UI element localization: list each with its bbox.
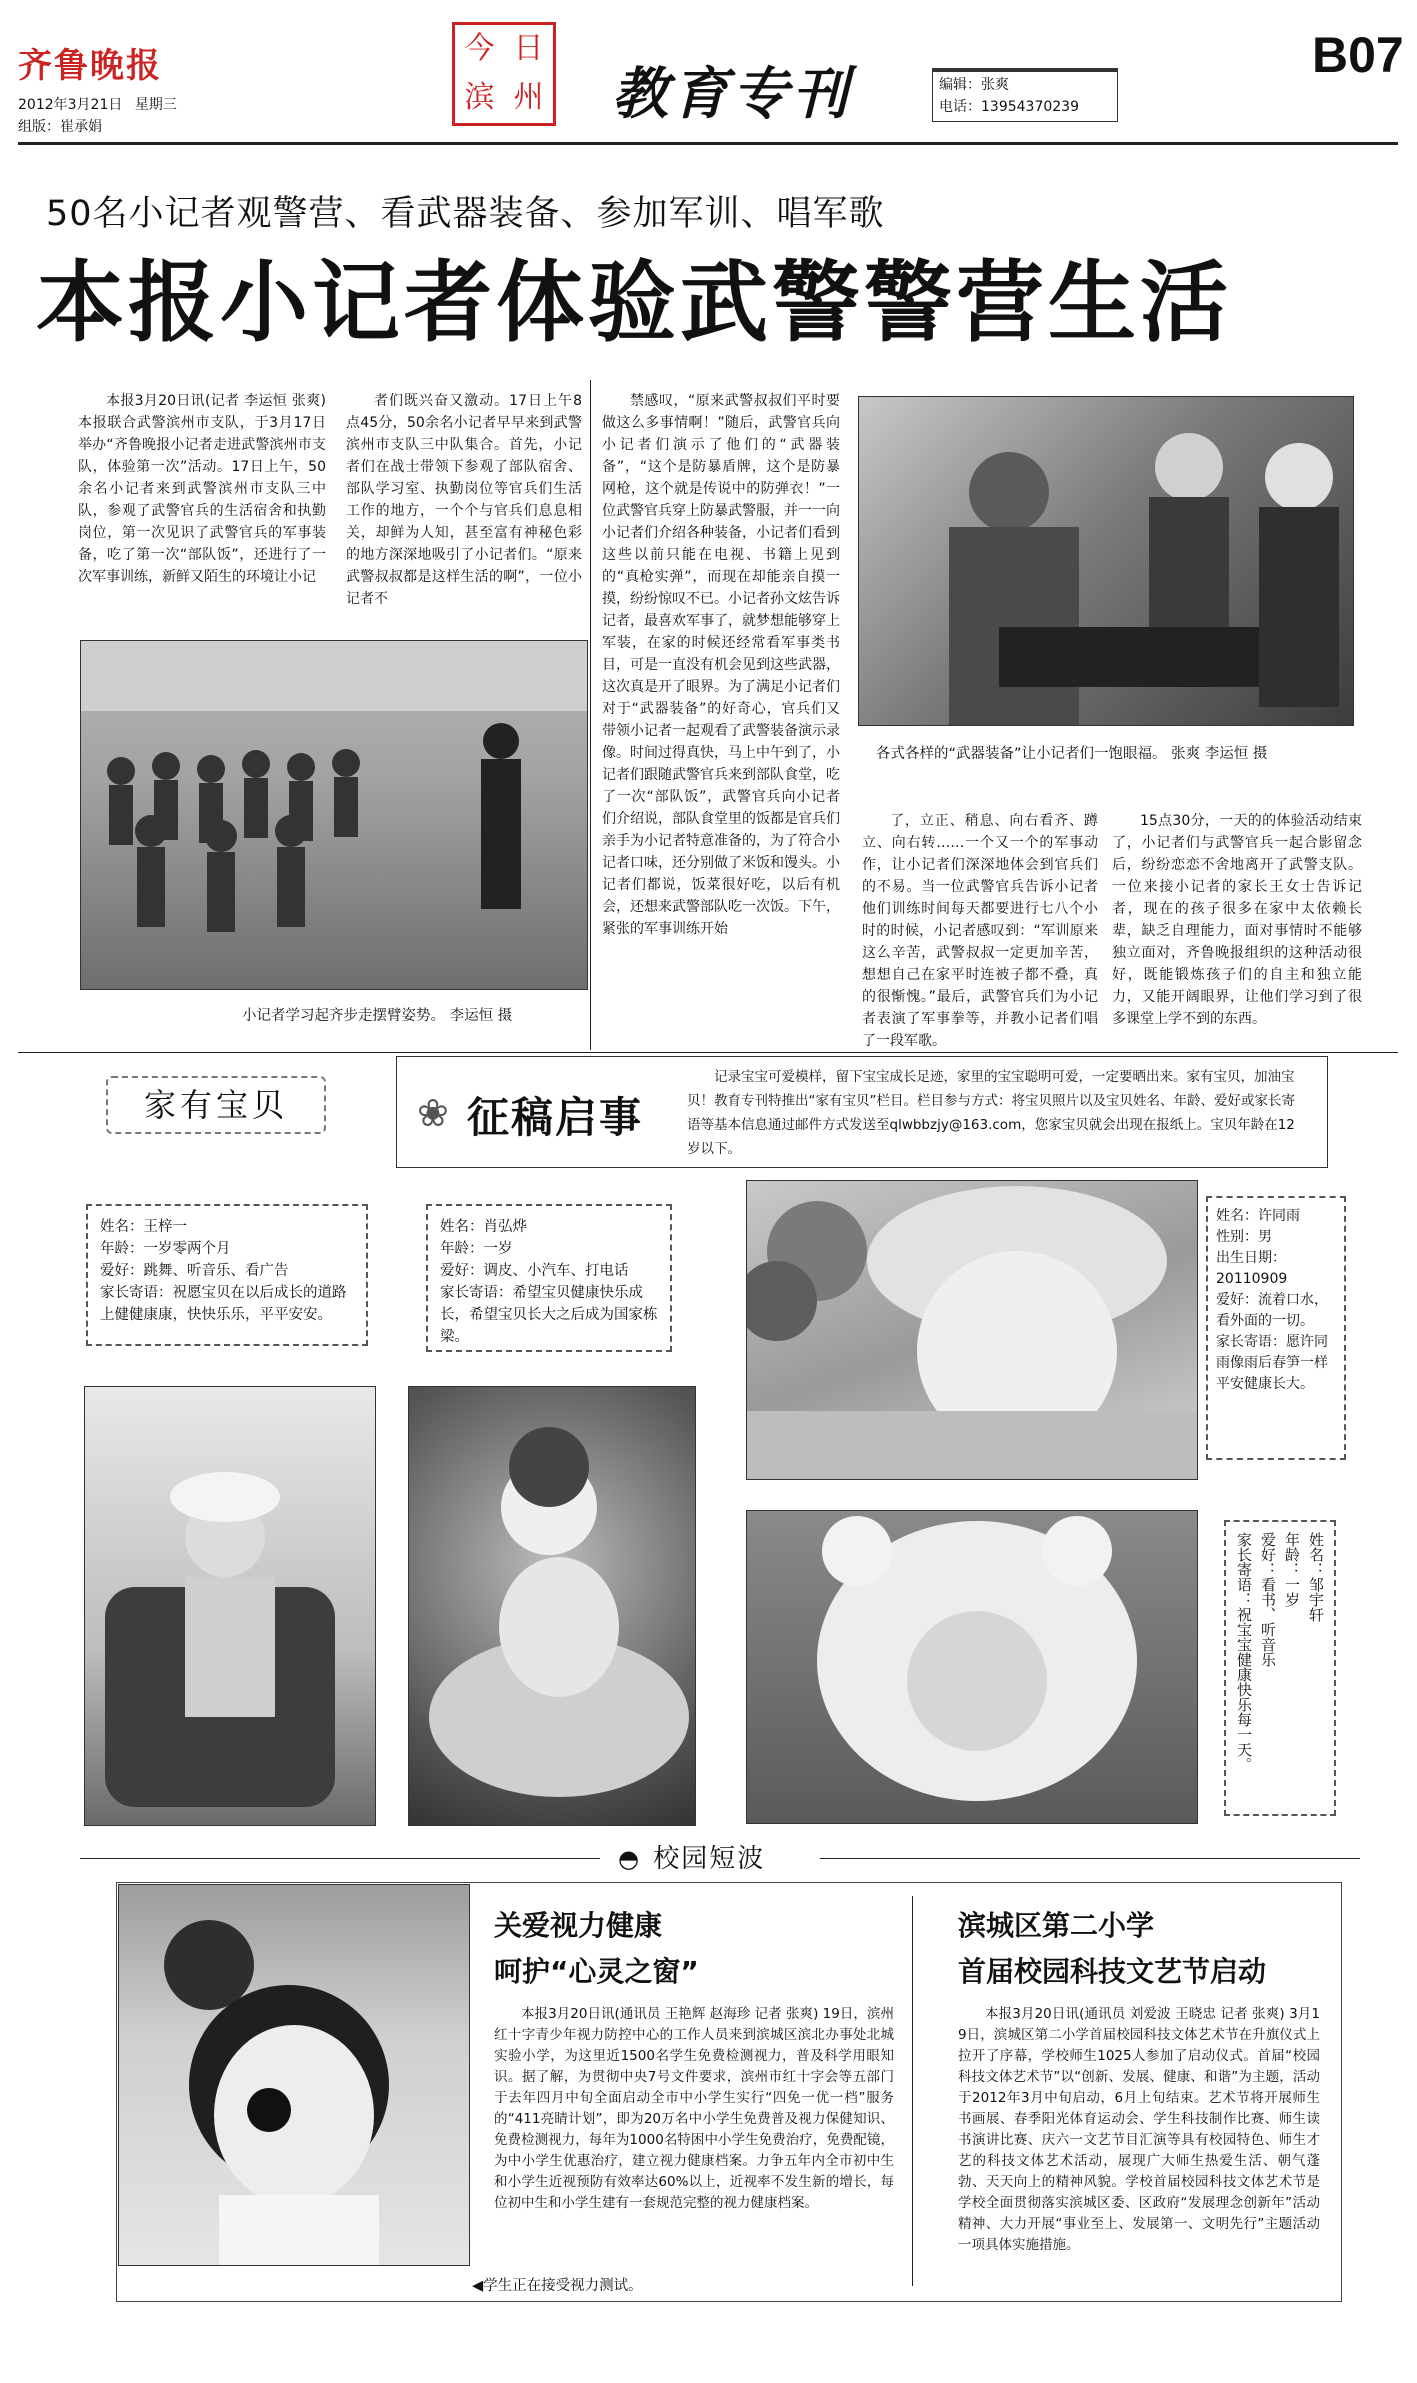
layout-editor: 组版：崔承娟 [18,119,102,135]
baby-info-4: 姓名：邹宇轩 年龄：一岁 爱好：看书、听音乐 家长寄语：祝宝宝健康快乐每一天。 [1224,1520,1336,1816]
seal-char: 今 [464,31,495,66]
editor-phone: 电话：13954370239 [939,99,1079,115]
photo-baby-4-shapes [747,1511,1198,1824]
editor-name: 编辑：张爽 [939,77,1009,93]
story2-body: 本报3月20日讯(通讯员 刘爱波 王晓忠 记者 张爽) 3月19日，滨城区第二小学首届校园科技文体艺术节在升旗仪式上拉开了序幕，学校师生1025人参加了启动仪式。首届“校园科技文体艺术节”以“创新、发展、健康、和谐”为主题，活动于2012年3月中旬启动，6月上旬结束。艺术节将开展师生书画展、春季阳光体育运动会、学生科技制作比赛、师生读书演讲比赛、庆六一文艺节目汇演等具有校园特色、师生才艺的科技文体艺术活动，展现广大师生热爱生活、朝气蓬勃、天天向上的精神风貌。学校首届校园科技文体艺术节是学校全面贯彻落实滨城区委、区政府“发展理念创新年”活动精神、大力开展“事业至上、发展第一、文明先行”主题活动一项具体实施措施。 [958,2006,1320,2253]
baby-info-3: 姓名：许同雨 性别：男 出生日期： 20110909 爱好：流着口水，看外面的一切。 家长寄语：愿许同雨像雨后春笋一样平安健康长大。 [1206,1196,1346,1460]
caret-left-icon: ◀ [472,2278,484,2294]
banner-rule-right [820,1858,1360,1859]
photo-drill-shapes [81,641,588,990]
photo-weapons-display [858,396,1354,726]
baby-tag: 家有宝贝 [106,1076,326,1134]
lead-column-2: 者们既兴奋又激动。17日上午8点45分，50余名小记者早早来到武警滨州市支队三中队集合。首先，小记者们在战士带领下参观了部队宿舍、部队学习室、执勤岗位等官兵们生活工作的地方，一个个与官兵们息息相关，却鲜为人知，甚至富有神秘色彩的地方深深地吸引了小记者们。“原来武警叔叔都是这样生活的啊”，一位小记者不 [346,393,582,607]
seal-char: 州 [513,80,544,115]
flower-icon: ❀ [417,1091,449,1135]
section-title: 教育专刊 [612,61,852,127]
lead-headline: 本报小记者体验武警警营生活 [36,251,1233,354]
lead-column-3: 禁感叹，“原来武警叔叔们平时要做这么多事情啊！”随后，武警官兵向小记者们演示了他们的“武器装备”，“这个是防暴盾牌，这个是防暴网枪，这个就是传说中的防弹衣！”一位武警官兵穿上防暴武警服，并一一向小记者们介绍各种装备，小记者们看到这些以前只能在电视、书籍上见到的“真枪实弹”，而现在却能亲自摸一摸，纷纷惊叹不已。小记者孙文炫告诉记者，最喜欢军事了，就梦想能够穿上军装，在家的时候还经常看军事类书目，可是一直没有机会见到这些武器，这次真是开了眼界。为了满足小记者们对于“武器装备”的好奇心，官兵们又带领小记者一起观看了武警装备演示录像。时间过得真快，马上中午到了，小记者们跟随武警官兵来到部队食堂，吃了一次“部队饭”，武警官兵向小记者们介绍说，部队食堂里的饭都是官兵们亲手为小记者特意准备的，为了符合小记者口味，还分别做了米饭和馒头。小记者们都说，饭菜很好吃，以后有机会，还想来武警部队吃一次饭。下午，紧张的军事训练开始 [602,393,840,937]
notice-text: 记录宝宝可爱模样，留下宝宝成长足迹，家里的宝宝聪明可爱，一定要晒出来。家有宝贝，加油宝贝！教育专刊特推出“家有宝贝”栏目。栏目参与方式：将宝贝照片以及宝贝姓名、年龄、爱好或家长寄语等基本信息通过邮件方式发送至qlwbbzjy@163.com，您家宝贝就会出现在报纸上。宝贝年龄在12岁以下。 [687,1069,1295,1157]
masthead-rule [18,142,1398,145]
issue-date: 2012年3月21日 [18,97,123,113]
campus-column-rule [912,1896,913,2286]
section-rule [18,1052,1398,1053]
page-number: B07 [1312,27,1404,83]
column-rule [590,380,591,1050]
photo-weapons-shapes [859,397,1354,726]
seal-logo [452,22,556,126]
story1-body: 本报3月20日讯(通讯员 王艳辉 赵海珍 记者 张爽) 19日，滨州红十字青少年视力防控中心的工作人员来到滨城区滨北办事处北城实验小学，为这里近1500名学生免费检测视力，普及科学用眼知识。据了解，为贯彻中央7号文件要求，滨州市红十字会等五部门于去年四月中旬全面启动全市中小学生实行“四免一优一档”服务的“411亮睛计划”，即为20万名中小学生免费普及视力保健知识、免费检测视力，每年为1000名特困中小学生免费治疗，免费配镜，为中小学生优惠治疗，建立视力健康档案。力争五年内全市初中生和小学生近视预防有效率达60%以上，近视率不发生新的增长，每位初中生和小学生建有一套规范完整的视力健康档案。 [494,2006,894,2211]
paper-name: 齐鲁晚报 [18,46,162,86]
photo-eye-test [118,1884,470,2266]
eye-test-caption: ◀学生正在接受视力测试。 [472,2278,643,2294]
photo-drill-caption: 小记者学习起齐步走摆臂姿势。 李运恒 摄 [242,1008,513,1024]
issue-weekday: 星期三 [134,97,177,113]
photo-baby-3 [746,1180,1198,1480]
lead-column-1: 本报3月20日讯(记者 李运恒 张爽) 本报联合武警滨州市支队，于3月17日举办“齐鲁晚报小记者走进武警滨州市支队，体验第一次”活动。17日上午，50余名小记者来到武警滨州市支队三中队，参观了武警官兵的生活宿舍和执勤岗位，第一次见识了武警官兵的军事装备，吃了第一次“部队饭”，还进行了一次军事训练，新鲜又陌生的环境让小记 [78,393,326,585]
issue-date-line [18,94,177,114]
photo-baby-3-shapes [747,1181,1198,1480]
seal-char: 日 [513,31,544,66]
ring-icon: ◓ [618,1845,639,1873]
photo-baby-2-shapes [409,1387,696,1826]
campus-banner [618,1838,765,1875]
photo-baby-4 [746,1510,1198,1824]
notice-title: 征稿启事 [467,1093,644,1142]
photo-baby-1-shapes [85,1387,376,1826]
story1-title-1: 关爱视力健康 [494,1909,663,1942]
baby-info-2: 姓名：肖弘烨 年龄：一岁 爱好：调皮、小汽车、打电话 家长寄语：希望宝贝健康快乐成长，希望宝贝长大之后成为国家栋梁。 [426,1204,672,1352]
story2-title-1: 滨城区第二小学 [958,1909,1155,1942]
story1-title-2: 呵护“心灵之窗” [494,1955,699,1988]
lead-column-4: 了，立正、稍息、向右看齐、蹲立、向右转……一个又一个的军事动作，让小记者们深深地体会到官兵们的不易。当一位武警官兵告诉小记者他们训练时间每天都要进行七八个小时的时候，小记者感叹到：“军训原来这么辛苦，武警叔叔一定更加辛苦，想想自己在家平时连被子都不叠，真的很惭愧。”最后，武警官兵们为小记者表演了军事拳等，并教小记者们唱了一段军歌。 [862,813,1098,1049]
photo-weapons-caption: 各式各样的“武器装备”让小记者们一饱眼福。 张爽 李运恒 摄 [876,746,1268,762]
campus-banner-title: 校园短波 [653,1844,766,1874]
editor-box [932,68,1118,122]
photo-eye-test-shapes [119,1885,470,2266]
photo-baby-1 [84,1386,376,1826]
photo-drill-training [80,640,588,990]
seal-char: 滨 [464,80,495,115]
photo-baby-2 [408,1386,696,1826]
baby-info-1: 姓名：王梓一 年龄：一岁零两个月 爱好：跳舞、听音乐、看广告 家长寄语：祝愿宝贝在以后成长的道路上健健康康，快快乐乐，平平安安。 [86,1204,368,1346]
lead-column-5: 15点30分，一天的的体验活动结束了，小记者们与武警官兵一起合影留念后，纷纷恋恋不舍地离开了武警支队。一位来接小记者的家长王女士告诉记者，现在的孩子很多在家中太依赖长辈，缺乏自理能力，面对事情时不能够独立面对，齐鲁晚报组织的这种活动很好，既能锻炼孩子们的自主和独立能力，又能开阔眼界，让他们学习到了很多课堂上学不到的东西。 [1112,813,1362,1027]
notice-box [396,1056,1328,1168]
banner-rule-left [80,1858,600,1859]
lead-kicker: 50名小记者观警营、看武器装备、参加军训、唱军歌 [46,194,885,234]
story2-title-2: 首届校园科技文艺节启动 [958,1955,1267,1988]
